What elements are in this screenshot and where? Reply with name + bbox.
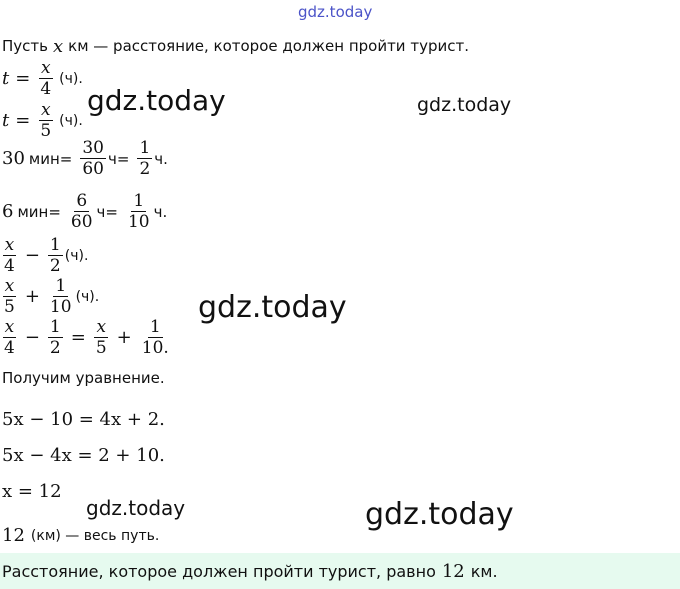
fraction: $\frac{1}{2}$ [49,235,61,276]
fraction: $\frac{x}{4}$ [40,58,52,99]
watermark: gdz.today [417,94,512,116]
fraction: $\frac{x}{4}$ [4,235,15,276]
fraction: $\frac{6}{60}$ [70,191,93,232]
formula-t-walk: t = $\frac{x}{4}$ (ч). [2,58,83,99]
fraction: $\frac{30}{60}$ [82,138,104,179]
watermark: gdz.today [365,497,514,532]
equation-step-2: 5x − 4x = 2 + 10. [2,445,165,466]
fraction: $\frac{1}{10.}$ [141,317,169,358]
total-distance-line: 12 (км) — весь путь. [2,525,160,546]
fraction: $\frac{x}{5}$ [4,276,15,317]
watermark: gdz.today [86,496,186,520]
get-equation-text: Получим уравнение. [2,369,165,387]
time-walk-expression: $\frac{x}{4}$ − $\frac{1}{2}$ (ч). [4,235,89,276]
convert-30-min: 30 мин= $\frac{30}{60}$ ч= $\frac{1}{2}$ ч. [2,138,168,179]
fraction: $\frac{x}{5}$ [40,100,52,141]
watermark: gdz.today [298,3,373,21]
equation-step-1: 5x − 10 = 4x + 2. [2,409,165,430]
watermark: gdz.today [87,84,226,117]
fraction: $\frac{x}{4}$ [4,317,15,358]
fraction: $\frac{x}{5}$ [95,317,107,358]
fraction: $\frac{1}{10}$ [127,191,150,232]
fraction: $\frac{1}{2}$ [139,138,151,179]
convert-6-min: 6 мин= $\frac{6}{60}$ ч= $\frac{1}{10}$ ч. [2,191,168,232]
watermark: gdz.today [198,290,347,325]
time-second-expression: $\frac{x}{5}$ + $\frac{1}{10}$ (ч). [4,276,100,317]
answer-box: Расстояние, которое должен пройти турист, равно 12 км. [0,553,680,589]
equation-step-3: x = 12 [2,481,62,502]
intro-line: Пусть x км — расстояние, которое должен пройти турист. [2,35,469,57]
formula-t-second: t = $\frac{x}{5}$ (ч). [2,100,83,141]
fraction: $\frac{1}{10}$ [49,276,72,317]
fraction: $\frac{1}{2}$ [49,317,61,358]
equation-fractions: $\frac{x}{4}$ − $\frac{1}{2}$ = $\frac{x}{5}$ + $\frac{1}{10.}$ [4,317,169,358]
